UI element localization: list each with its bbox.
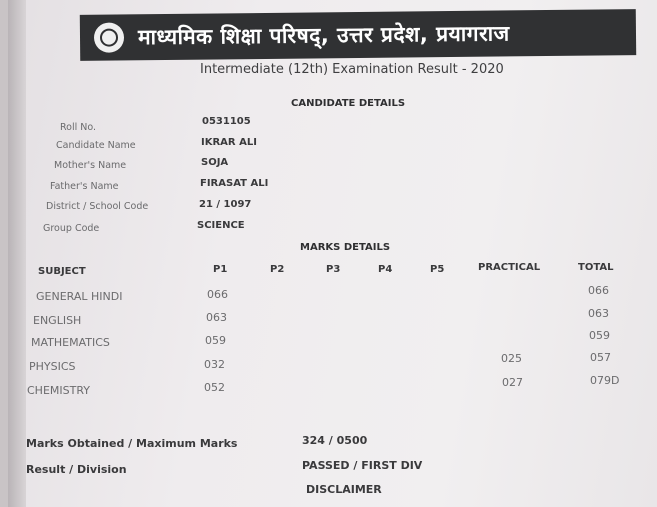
col-p3: P3 [326,264,341,275]
roll-no-label: Roll No. [60,122,97,133]
table-row-p1: 052 [204,381,225,394]
board-emblem-icon [94,22,124,52]
table-row-practical: 025 [501,352,522,365]
table-row-total: 057 [590,351,611,364]
table-row-practical: 027 [502,376,523,389]
table-row-p1: 032 [204,358,225,371]
table-row-subject: ENGLISH [33,314,82,327]
table-row-subject: PHYSICS [29,360,76,373]
table-row-subject: MATHEMATICS [31,336,110,349]
board-banner [80,9,636,61]
col-p5: P5 [430,264,445,275]
candidate-details-heading: CANDIDATE DETAILS [291,98,406,109]
table-row-p1: 066 [207,288,228,301]
mother-name-value: SOJA [201,157,229,168]
disclaimer-heading: DISCLAIMER [306,483,382,496]
col-p1: P1 [213,264,228,275]
paper-fold [8,0,26,507]
father-name-label: Father's Name [50,181,119,192]
mother-name-label: Mother's Name [54,160,127,171]
board-title: माध्यमिक शिक्षा परिषद्, उत्तर प्रदेश, प्रयागराज [137,21,510,50]
district-school-code-label: District / School Code [46,201,149,212]
marks-obtained-label: Marks Obtained / Maximum Marks [26,437,238,450]
result-division-value: PASSED / FIRST DIV [302,459,423,472]
father-name-value: FIRASAT ALI [200,178,269,189]
table-row-subject: CHEMISTRY [27,384,90,397]
district-school-code-value: 21 / 1097 [199,199,252,210]
candidate-name-label: Candidate Name [56,140,136,151]
table-row-total: 079D [590,374,620,387]
result-sheet [8,0,657,507]
marks-obtained-value: 324 / 0500 [302,434,368,447]
table-row-total: 066 [588,284,609,297]
table-row-subject: GENERAL HINDI [36,290,123,303]
table-row-p1: 063 [206,311,227,324]
roll-no-value: 0531105 [202,116,251,127]
col-practical: PRACTICAL [478,262,541,273]
table-row-total: 059 [589,329,610,342]
exam-title: Intermediate (12th) Examination Result - 2020 [200,62,504,77]
table-row-total: 063 [588,307,609,320]
col-subject: SUBJECT [38,266,86,277]
col-p2: P2 [270,264,285,275]
table-row-p1: 059 [205,334,226,347]
result-division-label: Result / Division [26,463,127,476]
group-code-value: SCIENCE [197,220,245,231]
candidate-name-value: IKRAR ALI [201,137,257,148]
col-p4: P4 [378,264,393,275]
col-total: TOTAL [578,262,614,273]
group-code-label: Group Code [43,223,100,234]
marks-details-heading: MARKS DETAILS [300,242,391,253]
